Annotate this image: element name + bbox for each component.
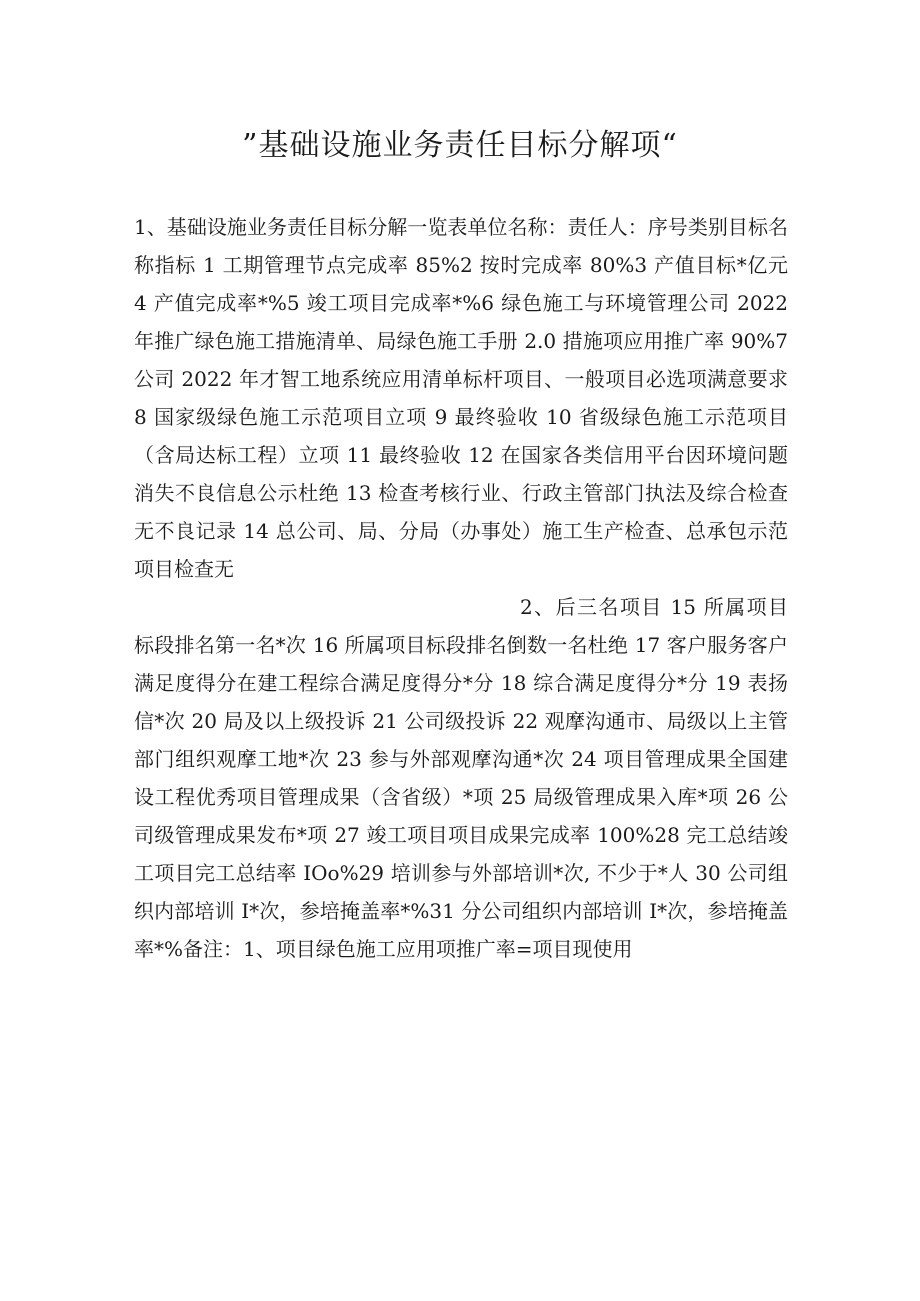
document-body [134,208,788,968]
document-title: ”基础设施业务责任目标分解项“ [242,128,678,163]
paragraph-1: 1、基础设施业务责任目标分解一览表单位名称：责任人：序号类别目标名称指标 1 工期管理节点完成率 85%2 按时完成率 80%3 产值目标*亿元 4 产值完成率*%5 竣工项目完成率*%6 绿色施工与环境管理公司 2022 年推广绿色施工措施清单、局绿色施工手册 2.0 措施项应用推广率 90%7 公司 2022 年才智工地系统应用清单标杆项目、一般项目必选项满意要求 8 国家级绿色施工示范项目立项 9 最终验收 10 省级绿色施工示范项目（含局达标工程）立项 11 最终验收 12 在国家各类信用平台因环境问题消失不良信息公示杜绝 13 检查考核行业、行政主管部门执法及综合检查无不良记录 14 总公司、局、分局（办事处）施工生产检查、总承包示范项目检查无 [134,215,788,581]
paragraph-2: 2、后三名项目 15 所属项目标段排名第一名*次 16 所属项目标段排名倒数一名杜绝 17 客户服务客户满足度得分在建工程综合满足度得分*分 18 综合满足度得分*分 19 表扬信*次 20 局及以上级投诉 21 公司级投诉 22 观摩沟通市、局级以上主管部门组织观摩工地*次 23 参与外部观摩沟通*次 24 项目管理成果全国建设工程优秀项目管理成果（含省级）*项 25 局级管理成果入库*项 26 公司级管理成果发布*项 27 竣工项目项目成果完成率 100%28 完工总结竣工项目完工总结率 IOo%29 培训参与外部培训*次, 不少于*人 30 公司组织内部培训 I*次，参培掩盖率*%31 分公司组织内部培训 I*次，参培掩盖率*%备注：1、项目绿色施工应用项推广率=项目现使用 [134,595,788,961]
